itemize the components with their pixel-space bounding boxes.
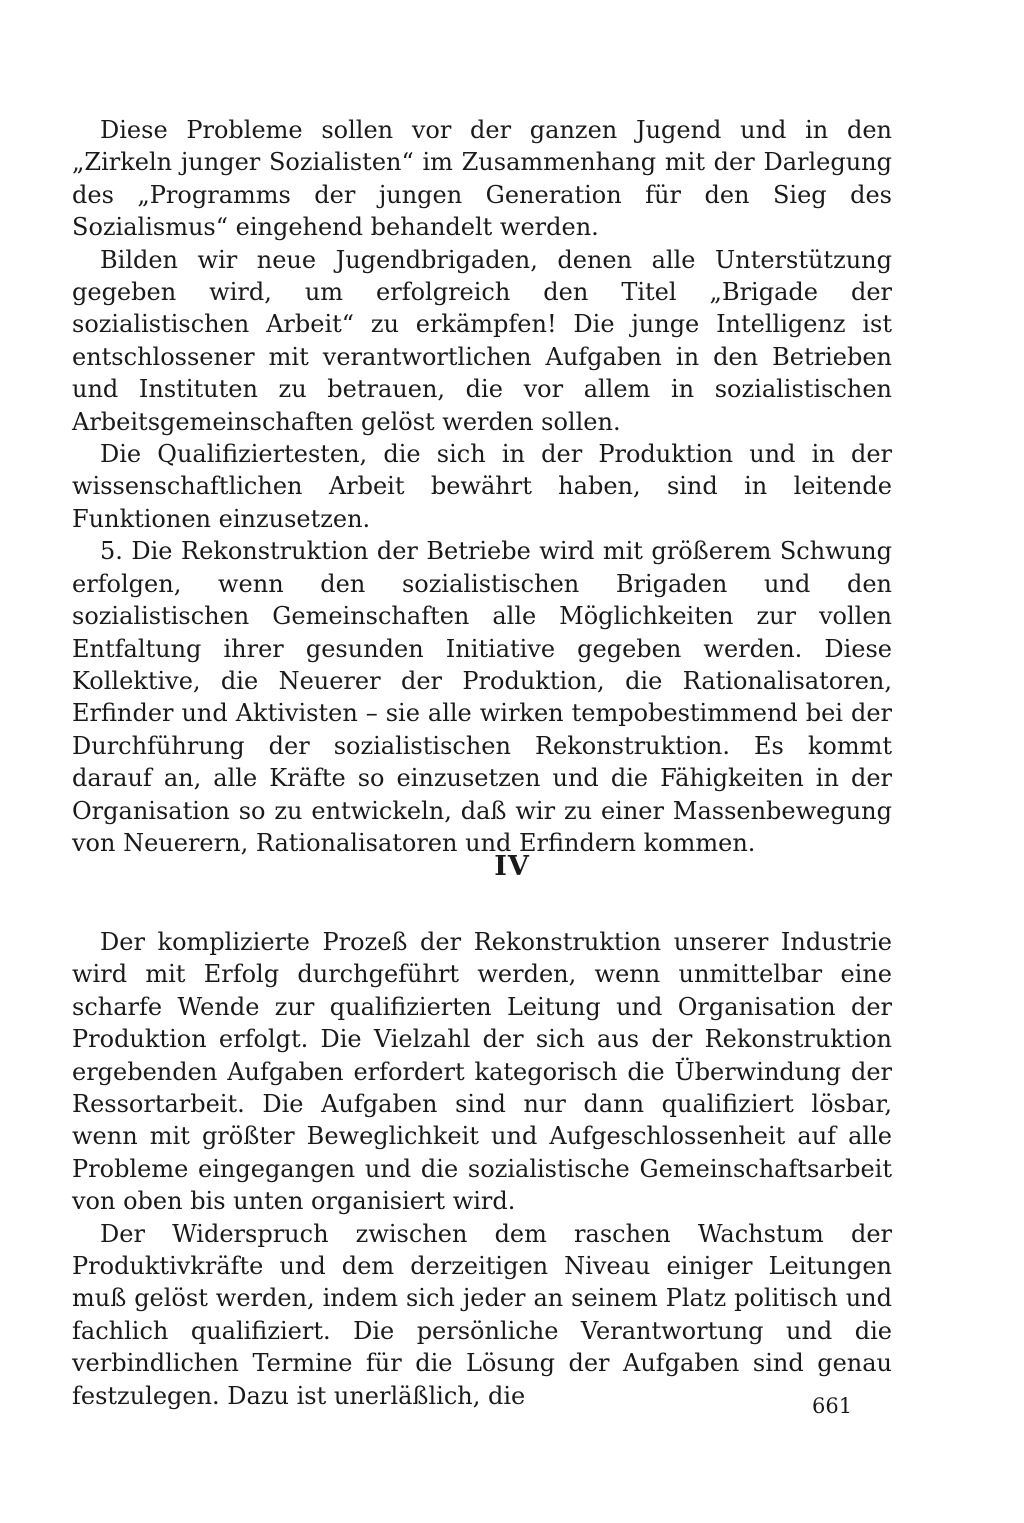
body-text-lower (72, 926, 892, 1412)
paragraph-point-5-reconstruction: 5. Die Rekonstruktion der Betriebe wird mit größerem Schwung erfolgen, wenn den sozialistischen Brigaden und den sozialistischen Gemeinschaften alle Möglichkeiten zur vollen Entfaltung ihrer gesunden Initiative gegeben werden. Diese Kollektive, die Neuerer der Produktion, die Rationalisatoren, Erfinder und Aktivisten – sie alle wirken tempobestimmend bei der Durchführung der sozialistischen Rekonstruktion. Es kommt darauf an, alle Kräfte so einzusetzen und die Fähigkeiten in der Organisation so zu entwickeln, daß wir zu einer Massenbewegung von Neuerern, Rationalisatoren und Erfindern kommen. (72, 537, 892, 857)
body-text-upper (72, 114, 892, 859)
paragraph-youth-programs: Diese Probleme sollen vor der ganzen Jugend und in den „Zirkeln junger Sozialisten“ im Zusammenhang mit der Darlegung des „Programms der jungen Generation für den Sieg des Sozialismus“ eingehend behandelt werden. (72, 116, 892, 242)
paragraph-productive-forces: Der Widerspruch zwischen dem raschen Wachstum der Produktivkräfte und dem derzeitigen Niveau einiger Leitungen muß gelöst werden, indem sich jeder an seinem Platz politisch und fachlich qualifiziert. Die persönliche Verantwortung und die verbindlichen Termine für die Lösung der Aufgaben sind genau festzulegen. Dazu ist unerläßlich, die (72, 1219, 892, 1410)
paragraph-industry-reconstruction: Der komplizierte Prozeß der Rekonstruktion unserer Industrie wird mit Erfolg durchgeführt werden, wenn unmittelbar eine scharfe Wende zur qualifizierten Leitung und Organisation der Produktion erfolgt. Die Vielzahl der sich aus der Rekonstruktion ergebenden Aufgaben erfordert kategorisch die Überwindung der Ressortarbeit. Die Aufgaben sind nur dann qualifiziert lösbar, wenn mit größter Beweglichkeit und Aufgeschlossenheit auf alle Probleme eingegangen und die sozialistische Gemeinschaftsarbeit von oben bis unten organisiert wird. (72, 928, 892, 1216)
section-heading: IV (494, 851, 530, 882)
paragraph-qualified-leaders: Die Qualifiziertesten, die sich in der Produktion und in der wissenschaftlichen Arbeit bewährt haben, sind in leitende Funktionen einzusetzen. (72, 440, 892, 533)
paragraph-youth-brigades: Bilden wir neue Jugendbrigaden, denen alle Unterstützung gegeben wird, um erfolgreich den Titel „Brigade der sozialistischen Arbeit“ zu erkämpfen! Die junge Intelligenz ist entschlossener mit verantwortlichen Aufgaben in den Betrieben und Instituten zu betrauen, die vor allem in sozialistischen Arbeitsgemeinschaften gelöst werden sollen. (72, 245, 892, 436)
page-number: 661 (812, 1394, 853, 1418)
